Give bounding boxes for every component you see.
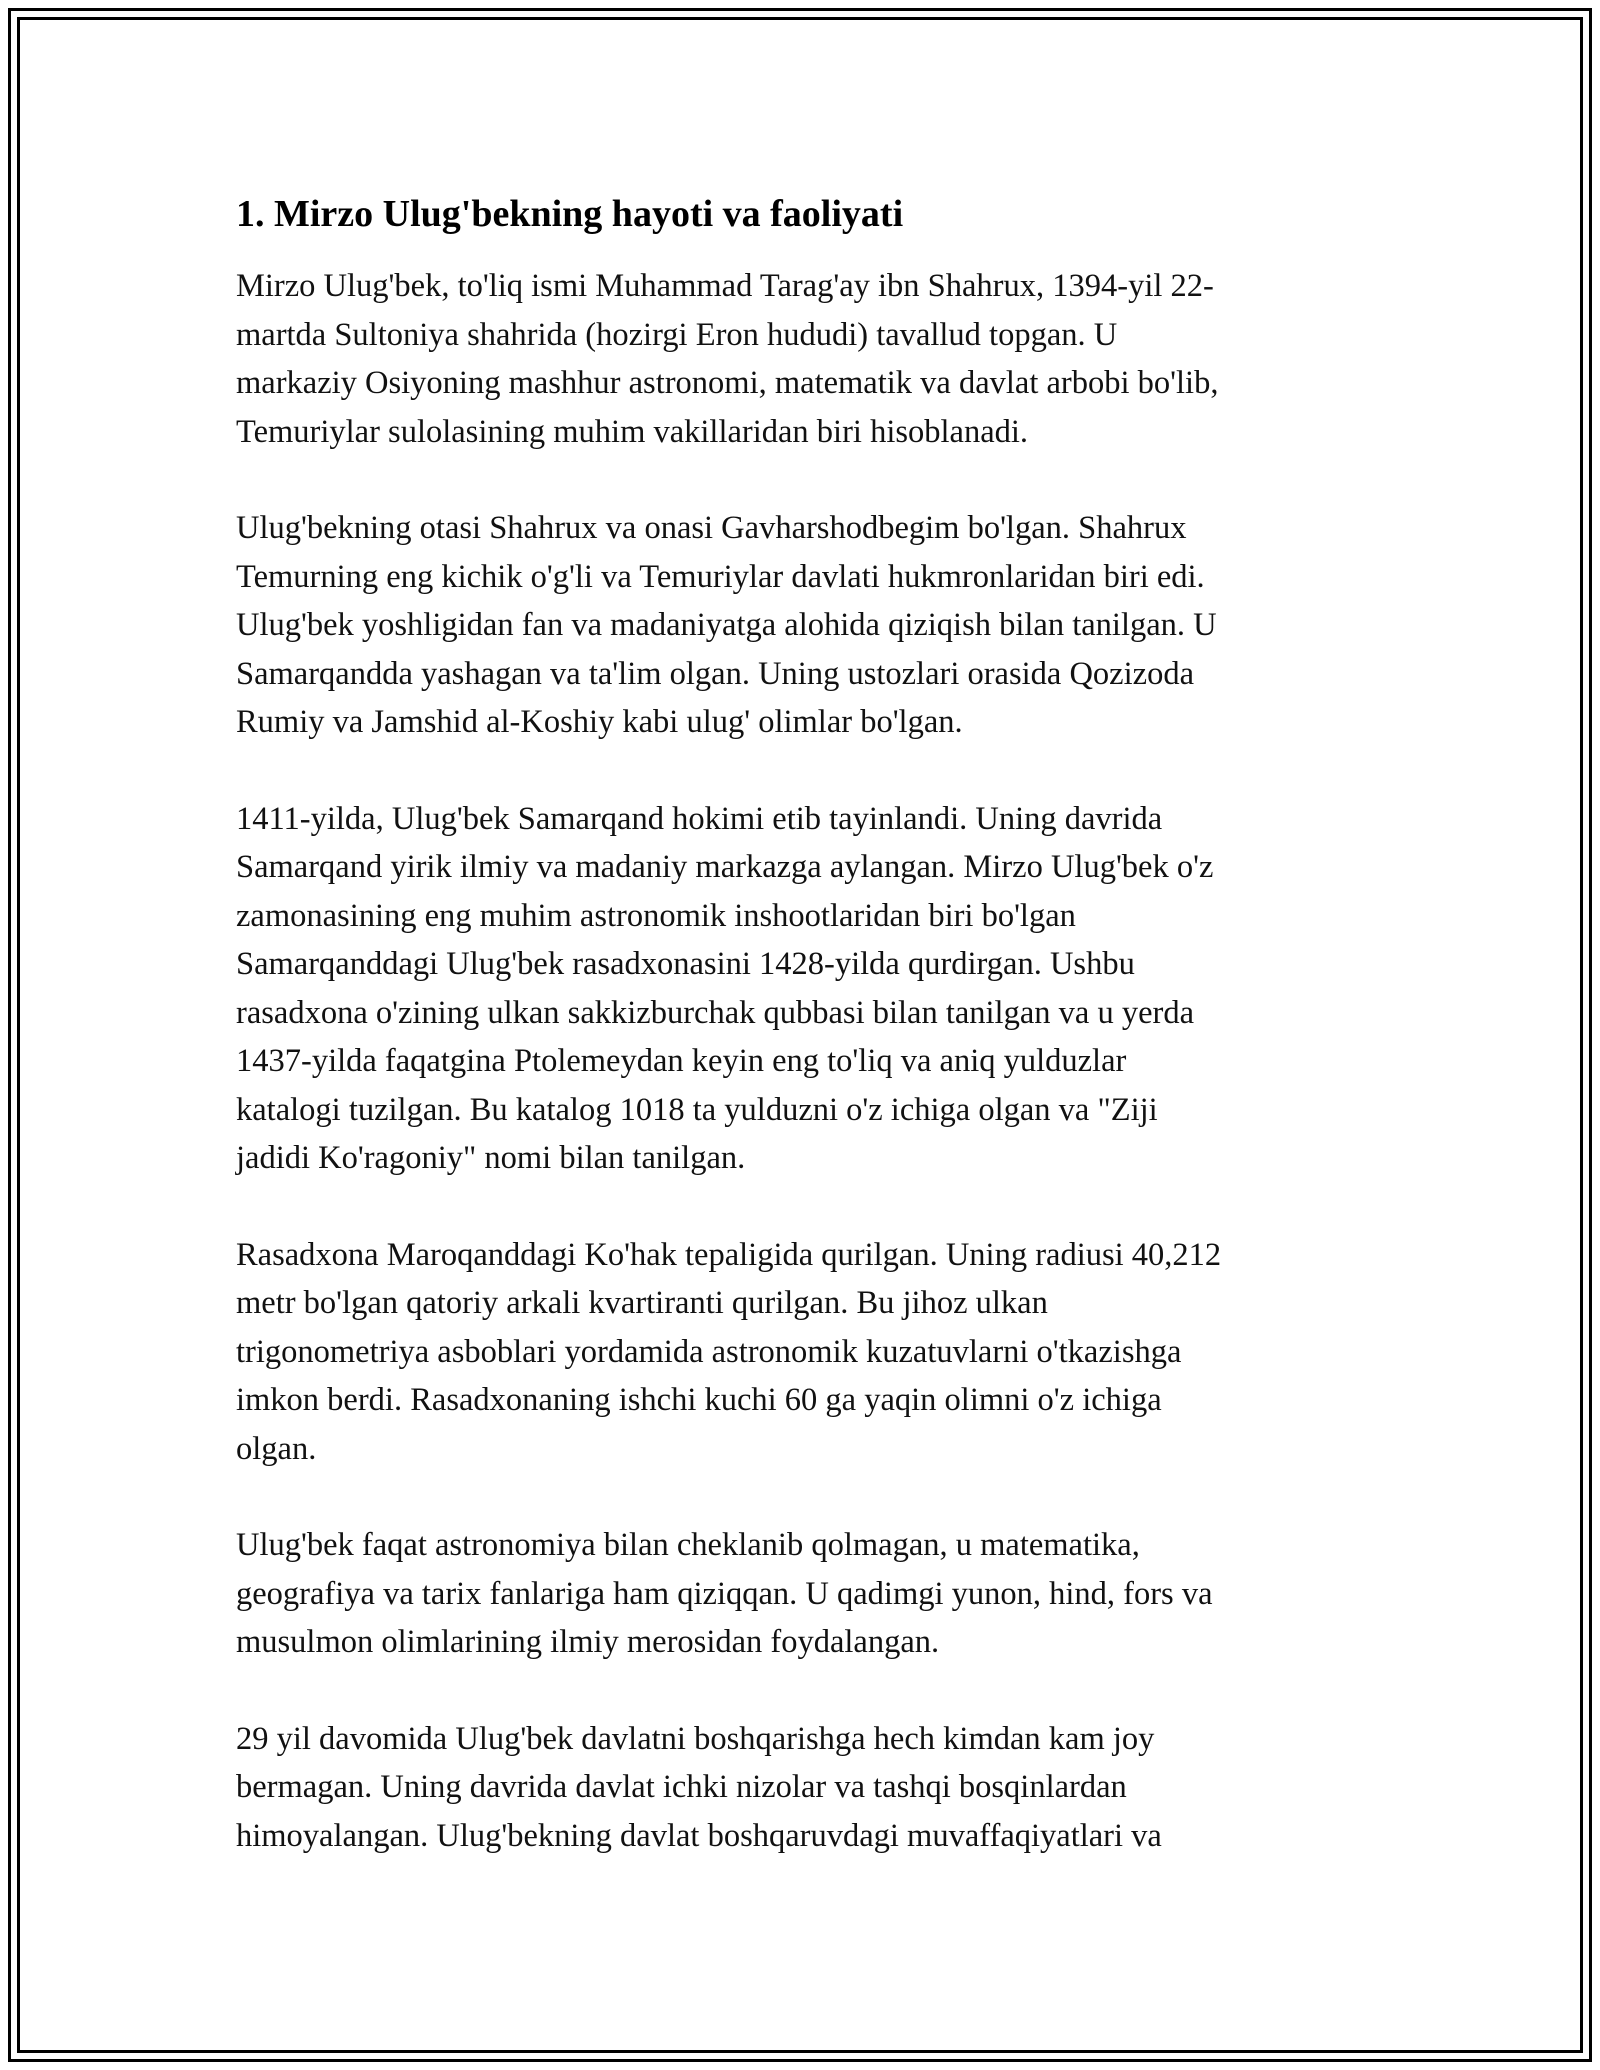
- paragraph-family: [236, 504, 1356, 747]
- text-line: olgan.: [236, 1430, 317, 1467]
- text-line: 1437-yilda faqatgina Ptolemeydan keyin eng to'liq va aniq yulduzlar: [236, 1043, 1127, 1079]
- paragraph-governance: [236, 1715, 1356, 1861]
- text-line: geografiya va tarix fanlariga ham qiziqqan. U qadimgi yunon, hind, fors va: [236, 1575, 1213, 1612]
- paragraph-sciences: [236, 1521, 1356, 1667]
- paragraph-construction: [236, 1231, 1356, 1474]
- text-line: jadidi Ko'ragoniy" nomi bilan tanilgan.: [236, 1140, 746, 1176]
- text-line: 29 yil davomida Ulug'bek davlatni boshqarishga hech kimdan kam joy: [236, 1720, 1155, 1757]
- text-line: bermagan. Uning davrida davlat ichki nizolar va tashqi bosqinlardan: [236, 1769, 1127, 1805]
- text-line: 1411-yilda, Ulug'bek Samarqand hokimi etib tayinlandi. Uning davrida: [236, 800, 1163, 837]
- text-line: rasadxona o'zining ulkan sakkizburchak qubbasi bilan tanilgan va u yerda: [236, 994, 1194, 1031]
- paragraph-birth: [236, 262, 1356, 456]
- paragraph-observatory: [236, 795, 1356, 1183]
- text-line: Ulug'bek faqat astronomiya bilan cheklanib qolmagan, u matematika,: [236, 1527, 1140, 1563]
- text-line: Samarqand yirik ilmiy va madaniy markazga aylangan. Mirzo Ulug'bek o'z: [236, 849, 1214, 885]
- text-line: Samarqandda yashagan va ta'lim olgan. Uning ustozlari orasida Qozizoda: [236, 655, 1194, 692]
- text-line: metr bo'lgan qatoriy arkali kvartiranti qurilgan. Bu jihoz ulkan: [236, 1285, 1048, 1321]
- text-line: Ulug'bekning otasi Shahrux va onasi Gavharshodbegim bo'lgan. Shahrux: [236, 510, 1187, 546]
- text-line: Mirzo Ulug'bek, to'liq ismi Muhammad Tarag'ay ibn Shahrux, 1394-yil 22-: [236, 268, 1214, 304]
- section-heading: 1. Mirzo Ulug'bekning hayoti va faoliyati: [236, 193, 904, 235]
- text-line: Temurning eng kichik o'g'li va Temuriylar davlati hukmronlaridan biri edi.: [236, 558, 1205, 595]
- text-line: Ulug'bek yoshligidan fan va madaniyatga alohida qiziqish bilan tanilgan. U: [236, 607, 1217, 643]
- text-line: imkon berdi. Rasadxonaning ishchi kuchi 60 ga yaqin olimni o'z ichiga: [236, 1382, 1162, 1418]
- text-line: katalogi tuzilgan. Bu katalog 1018 ta yulduzni o'z ichiga olgan va "Ziji: [236, 1091, 1158, 1128]
- text-line: trigonometriya asboblari yordamida astronomik kuzatuvlarni o'tkazishga: [236, 1333, 1182, 1370]
- text-line: zamonasining eng muhim astronomik inshootlaridan biri bo'lgan: [236, 897, 1076, 934]
- text-line: Rumiy va Jamshid al-Koshiy kabi ulug' olimlar bo'lgan.: [236, 704, 963, 740]
- text-line: martda Sultoniya shahrida (hozirgi Eron hududi) tavallud topgan. U: [236, 316, 1118, 353]
- text-line: Rasadxona Maroqanddagi Ko'hak tepaligida qurilgan. Uning radiusi 40,212: [236, 1236, 1222, 1273]
- text-line: Samarqanddagi Ulug'bek rasadxonasini 1428-yilda qurdirgan. Ushbu: [236, 946, 1135, 982]
- text-line: musulmon olimlarining ilmiy merosidan foydalangan.: [236, 1624, 940, 1660]
- text-line: Temuriylar sulolasining muhim vakillaridan biri hisoblanadi.: [236, 413, 1029, 450]
- text-line: markaziy Osiyoning mashhur astronomi, matematik va davlat arbobi bo'lib,: [236, 365, 1219, 401]
- text-line: himoyalangan. Ulug'bekning davlat boshqaruvdagi muvaffaqiyatlari va: [236, 1817, 1162, 1854]
- document-body: [236, 188, 1356, 1908]
